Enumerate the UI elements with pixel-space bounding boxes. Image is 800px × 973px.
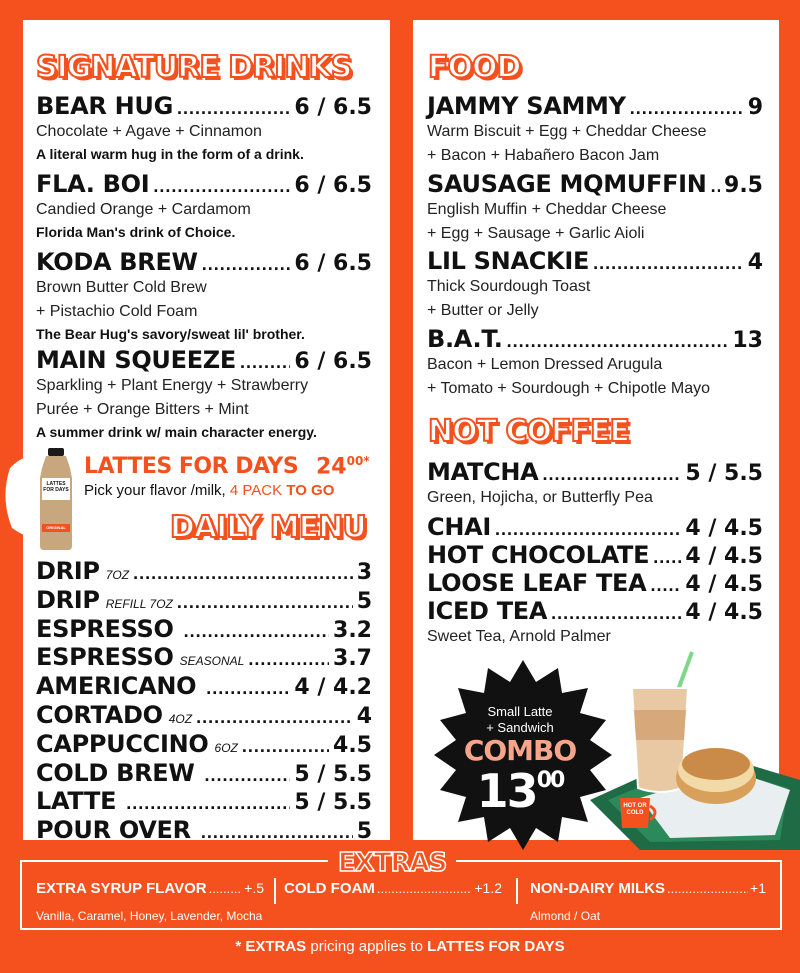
item-name: DRIP	[36, 585, 100, 614]
item-description: + Butter or Jelly	[427, 302, 539, 319]
extras-footnote	[0, 938, 800, 955]
item-price: 6 / 6.5	[294, 173, 372, 198]
leader-dots	[248, 649, 329, 670]
item-name: LATTE	[36, 787, 117, 816]
leader-dots	[630, 98, 744, 119]
bottle-label-text: LATTES FOR DAYS	[43, 481, 69, 493]
item-description: Thick Sourdough Toast	[427, 278, 591, 295]
item-price: 5 / 5.5	[294, 761, 372, 787]
leader-dots	[153, 176, 290, 197]
item-price: 4.5	[333, 732, 372, 758]
item-description: + Egg + Sausage + Garlic Aioli	[427, 225, 645, 242]
combo-price-main: 13	[476, 764, 537, 818]
item-name: CHAI	[427, 513, 492, 541]
daily-menu-item	[36, 759, 372, 788]
item-name: DRIP	[36, 557, 100, 585]
item-description: English Muffin + Cheddar Cheese	[427, 201, 667, 218]
leader-dots	[542, 464, 681, 485]
item-tagline: A literal warm hug in the form of a drink.	[36, 146, 304, 162]
item-name: CORTADO	[36, 700, 163, 729]
lattes-title: LATTES FOR DAYS	[84, 454, 299, 479]
footnote-middle: pricing applies to	[310, 938, 423, 955]
item-description: Chocolate + Agave + Cinnamon	[36, 123, 262, 140]
item-name: AMERICANO	[36, 672, 197, 701]
item-price: 3.7	[333, 646, 372, 672]
item-size-note: 7OZ	[105, 568, 130, 582]
item-price: 9.5	[724, 173, 763, 198]
leader-dots	[205, 765, 291, 786]
item-name: CAPPUCCINO	[36, 729, 209, 758]
extras-divider	[274, 878, 276, 904]
item-name: MATCHA	[427, 458, 539, 486]
item-description: + Tomato + Sourdough + Chipotle Mayo	[427, 380, 710, 397]
item-price: 4 / 4.5	[685, 572, 763, 597]
item-price: 13	[732, 328, 763, 353]
item-price: 6 / 6.5	[294, 349, 372, 374]
item-description: + Pistachio Cold Foam	[36, 303, 198, 320]
leader-dots	[202, 254, 291, 275]
item-tagline: A summer drink w/ main character energy.	[36, 424, 317, 440]
lattes-price-main: 24	[316, 454, 347, 480]
combo-line-2: + Sandwich	[486, 720, 554, 735]
extra-name: COLD FOAM	[284, 880, 375, 897]
extra-name: EXTRA SYRUP FLAVOR	[36, 880, 207, 897]
bottle-flavor-text: ORIGINAL	[46, 525, 66, 530]
leader-dots	[209, 881, 243, 896]
item-size-note: 4OZ	[168, 711, 193, 726]
item-price: 4 / 4.5	[685, 516, 763, 541]
extra-name: NON-DAIRY MILKS	[530, 880, 665, 897]
lattes-price-cents: 00*	[346, 454, 370, 468]
item-price: 9	[747, 95, 763, 120]
menu-item-koda-brew	[36, 248, 372, 344]
leader-dots	[653, 547, 681, 568]
leader-dots	[377, 881, 473, 896]
item-name: LOOSE LEAF TEA	[427, 569, 647, 597]
extra-syrup-flavor	[36, 880, 264, 923]
daily-menu-item	[36, 730, 372, 759]
extra-cold-foam	[284, 880, 502, 897]
item-name: FLA. BOI	[36, 170, 150, 198]
item-price: 4 / 4.2	[294, 675, 372, 701]
extra-description: Almond / Oat	[530, 909, 601, 923]
item-name: KODA BREW	[36, 248, 198, 276]
item-price: 5 / 5.5	[294, 790, 372, 816]
menu-item-bear-hug	[36, 92, 372, 164]
leader-dots	[711, 176, 720, 197]
item-price: 4	[747, 250, 763, 275]
item-name: ESPRESSO	[36, 614, 174, 643]
leader-dots	[177, 592, 353, 613]
menu-item-hot-chocolate	[427, 541, 763, 569]
item-price: 4 / 4.5	[685, 544, 763, 569]
menu-item-iced-tea	[427, 597, 763, 649]
menu-item-chai	[427, 513, 763, 541]
item-name: HOT CHOCOLATE	[427, 541, 650, 569]
footnote-extras: * EXTRAS	[235, 938, 307, 955]
extra-price: +1.2	[474, 880, 502, 896]
lattes-sub-pack: 4 PACK	[229, 482, 283, 499]
leader-dots	[242, 736, 329, 757]
latte-bottle-icon	[34, 448, 78, 550]
leader-dots	[240, 352, 290, 373]
combo-label: COMBO	[463, 734, 577, 767]
item-price: 3	[356, 560, 372, 585]
item-description: Sparkling + Plant Energy + Strawberry	[36, 377, 309, 394]
daily-menu-item	[36, 701, 372, 730]
item-size-note: REFILL 7OZ	[105, 596, 173, 611]
leader-dots	[177, 98, 290, 119]
menu-item-bat	[427, 325, 763, 401]
leader-dots	[196, 707, 353, 728]
extra-price: +1	[750, 880, 766, 896]
item-description: Purée + Orange Bitters + Mint	[36, 401, 249, 418]
menu-item-loose-leaf-tea	[427, 569, 763, 597]
menu-item-jammy-sammy	[427, 92, 763, 168]
daily-menu-item	[36, 557, 372, 586]
item-tagline: Florida Man's drink of Choice.	[36, 224, 236, 240]
extra-description: Vanilla, Caramel, Honey, Lavender, Mocha	[36, 909, 263, 923]
leader-dots	[126, 793, 290, 814]
item-name: POUR OVER	[36, 816, 191, 845]
item-description: Warm Biscuit + Egg + Cheddar Cheese	[427, 123, 707, 140]
daily-menu-item	[36, 586, 372, 615]
leader-dots	[551, 603, 681, 624]
daily-menu-list	[36, 557, 372, 845]
leader-dots	[650, 575, 681, 596]
item-name: LIL SNACKIE	[427, 247, 590, 275]
lattes-price	[316, 454, 370, 479]
item-name: ESPRESSO	[36, 643, 174, 672]
hot-or-cold-cup-text: HOT OR COLD	[623, 803, 647, 816]
item-name: COLD BREW	[36, 758, 195, 787]
item-price: 5 / 5.5	[685, 461, 763, 486]
daily-menu-item	[36, 787, 372, 816]
item-price: 4 / 4.5	[685, 600, 763, 625]
item-tagline: The Bear Hug's savory/sweat lil' brother.	[36, 326, 305, 342]
extra-non-dairy-milks	[530, 880, 766, 923]
extra-price: +.5	[244, 880, 264, 896]
item-description: Sweet Tea, Arnold Palmer	[427, 628, 611, 645]
extras-divider	[516, 878, 518, 904]
menu-item-fla-boi	[36, 170, 372, 242]
lattes-sub-togo: TO GO	[286, 482, 335, 499]
menu-item-sausage-mqmuffin	[427, 170, 763, 246]
item-description: Green, Hojicha, or Butterfly Pea	[427, 489, 653, 506]
item-description: Bacon + Lemon Dressed Arugula	[427, 356, 663, 373]
signature-drinks-heading: SIGNATURE DRINKS	[36, 50, 352, 85]
leader-dots	[593, 253, 744, 274]
leader-dots	[667, 881, 748, 896]
leader-dots	[201, 822, 353, 843]
item-price: 5	[356, 819, 372, 845]
combo-price-cents: 00	[536, 768, 564, 793]
combo-description	[460, 704, 580, 736]
item-price: 3.2	[333, 617, 372, 643]
combo-price	[460, 764, 580, 818]
daily-menu-heading: DAILY MENU	[170, 510, 366, 545]
item-name: MAIN SQUEEZE	[36, 346, 236, 374]
footnote-lattes: LATTES FOR DAYS	[427, 938, 565, 955]
not-coffee-heading: NOT COFFEE	[428, 414, 630, 449]
item-price: 5	[356, 588, 372, 614]
lattes-subtitle	[84, 482, 334, 499]
combo-line-1: Small Latte	[487, 704, 553, 719]
item-name: ICED TEA	[427, 597, 548, 625]
leader-dots	[133, 563, 353, 584]
item-description: Brown Butter Cold Brew	[36, 279, 207, 296]
menu-item-main-squeeze	[36, 346, 372, 442]
leader-dots	[495, 519, 681, 540]
daily-menu-item	[36, 816, 372, 845]
item-description: Candied Orange + Cardamom	[36, 201, 251, 218]
lattes-sub-prefix: Pick your flavor /milk,	[84, 482, 226, 499]
daily-menu-item	[36, 643, 372, 672]
leader-dots	[507, 331, 729, 352]
item-description: + Bacon + Habañero Bacon Jam	[427, 147, 660, 164]
food-heading: FOOD	[428, 50, 521, 85]
combo-photo-latte-sandwich	[580, 650, 800, 850]
item-price: 6 / 6.5	[294, 251, 372, 276]
item-name: SAUSAGE MQMUFFIN	[427, 170, 707, 198]
item-name: JAMMY SAMMY	[427, 92, 626, 120]
item-name: BEAR HUG	[36, 92, 173, 120]
leader-dots	[184, 621, 329, 642]
menu-item-matcha	[427, 458, 763, 510]
item-price: 4	[356, 703, 372, 729]
item-price: 6 / 6.5	[294, 95, 372, 120]
leader-dots	[206, 678, 290, 699]
item-name: B.A.T.	[427, 325, 503, 353]
daily-menu-item	[36, 615, 372, 644]
item-size-note: 6OZ	[214, 740, 238, 755]
menu-item-lil-snackie	[427, 247, 763, 323]
extras-heading: EXTRAS	[328, 848, 456, 878]
item-size-note: SEASONAL	[179, 654, 245, 669]
daily-menu-item	[36, 672, 372, 701]
